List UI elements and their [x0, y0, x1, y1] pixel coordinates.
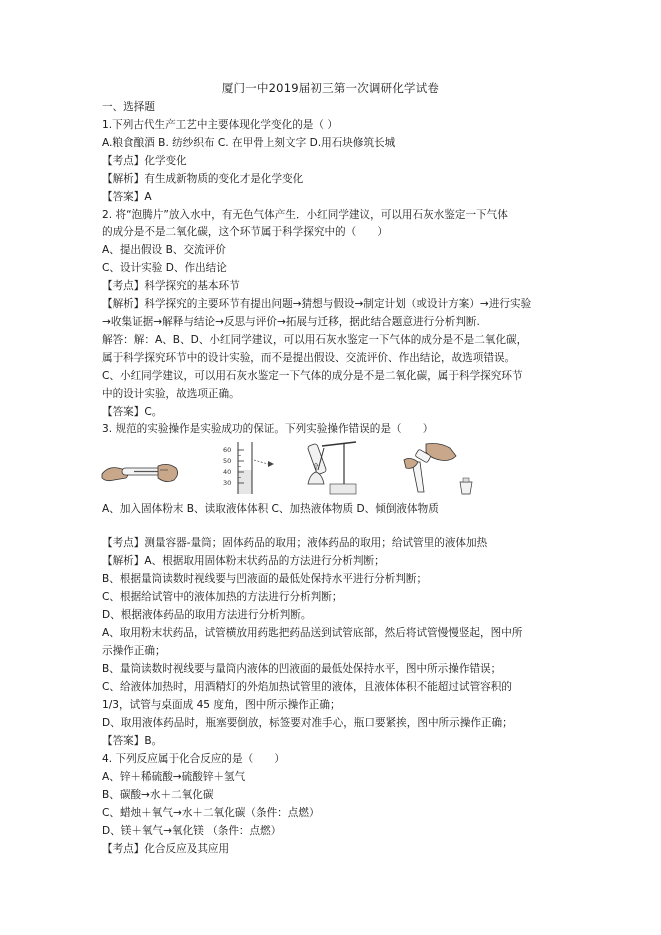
figure-d-pouring-icon: [396, 440, 476, 496]
question-3-analysis: 【解析】A、根据取用固体粉末状药品的方法进行分析判断；: [102, 555, 385, 567]
scale-tick-30: 30: [223, 479, 232, 487]
scale-tick-60: 60: [223, 446, 232, 454]
question-3-solution-b: B、量筒读数时视线要与量筒内液体的凹液面的最低处保持水平，图中所示操作错误；: [102, 663, 502, 675]
question-2-options-ab: A、提出假设 B、交流评价: [102, 244, 226, 256]
question-3: 3. 规范的实验操作是实验成功的保证。下列实验操作错误的是（ ）: [102, 423, 434, 435]
question-1-topic: 【考点】化学变化: [102, 155, 187, 167]
question-3-solution-d: D、取用液体药品时，瓶塞要倒放，标签要对准手心，瓶口要紧挨，图中所示操作正确；: [102, 717, 513, 729]
question-2-analysis: 【解析】科学探究的主要环节有提出问题→猜想与假设→制定计划（或设计方案）→进行实验: [102, 298, 532, 310]
question-1-analysis: 【解析】有生成新物质的变化才是化学变化: [102, 173, 304, 185]
question-3-analysis-c: C、根据给试管中的液体加热的方法进行分析判断；: [102, 591, 343, 603]
question-1: 1.下列古代生产工艺中主要体现化学变化的是（ ）: [102, 119, 338, 131]
question-2-topic: 【考点】科学探究的基本环节: [102, 280, 240, 292]
question-2-solution-c: C、小红同学建议，可以用石灰水鉴定一下气体的成分是不是二氧化碳，属于科学探究环节: [102, 370, 523, 382]
question-2-options-cd: C、设计实验 D、作出结论: [102, 262, 227, 274]
figure-c-heating-icon: [300, 440, 370, 498]
question-1-answer: 【答案】A: [102, 191, 152, 203]
question-4-option-a: A、锌＋稀硫酸→硫酸锌＋氢气: [102, 771, 246, 783]
question-1-options: A.粮食酿酒 B. 纺纱织布 C. 在甲骨上刻文字 D.用石块修筑长城: [102, 137, 396, 149]
page-title: 厦门一中2019届初三第一次调研化学试卷: [221, 81, 440, 95]
question-2-solution-c-cont: 中的设计实验，故选项正确。: [102, 388, 240, 400]
question-2-solution-cont: 属于科学探究环节中的设计实验，而不是提出假设、交流评价、作出结论，故选项错误。: [102, 352, 516, 364]
question-3-solution-c: C、给液体加热时，用酒精灯的外焰加热试管里的液体，且液体体积不能超过试管容积的: [102, 681, 512, 693]
figure-b-cylinder-icon: [218, 440, 278, 496]
question-4-option-d: D、镁＋氧气→氧化镁 （条件：点燃）: [102, 825, 282, 837]
question-3-solution-a-cont: 示操作正确；: [102, 645, 166, 657]
scale-tick-50: 50: [223, 457, 232, 465]
figure-labels: A、加入固体粉末 B、读取液体体积 C、加热液体物质 D、倾倒液体物质: [102, 503, 439, 515]
question-4: 4. 下列反应属于化合反应的是（ ）: [102, 753, 285, 765]
question-2-cont: 的成分是不是二氧化碳，这个环节属于科学探究中的（ ）: [102, 226, 389, 238]
question-3-solution-a: A、取用粉末状药品，试管横放用药匙把药品送到试管底部，然后将试管慢慢竖起，图中所: [102, 627, 523, 639]
question-3-solution-c-cont: 1/3，试管与桌面成 45 度角，图中所示操作正确；: [102, 699, 341, 711]
question-4-option-b: B、碳酸→水＋二氧化碳: [102, 789, 214, 801]
scale-tick-40: 40: [223, 468, 232, 476]
question-2-answer: 【答案】C。: [102, 406, 163, 418]
question-2-solution: 解答：解：A、B、D、小红同学建议，可以用石灰水鉴定一下气体的成分是不是二氧化碳，: [102, 334, 528, 346]
question-4-topic: 【考点】化合反应及其应用: [102, 843, 230, 855]
question-3-analysis-d: D、根据液体药品的取用方法进行分析判断。: [102, 609, 312, 621]
question-2: 2. 将“泡腾片”放入水中，有无色气体产生．小红同学建议，可以用石灰水鉴定一下气体: [102, 209, 508, 221]
question-3-topic: 【考点】测量容器-量筒；固体药品的取用；液体药品的取用；给试管里的液体加热: [102, 537, 488, 549]
question-2-analysis-cont: →收集证据→解释与结论→反思与评价→拓展与迁移，据此结合题意进行分析判断.: [102, 316, 480, 328]
question-4-option-c: C、蜡烛＋氧气→水＋二氧化碳（条件：点燃）: [102, 807, 320, 819]
question-3-analysis-b: B、根据量筒读数时视线要与凹液面的最低处保持水平进行分析判断；: [102, 573, 428, 585]
section-heading: 一、选择题: [102, 101, 155, 113]
experiment-figures: [100, 440, 560, 498]
figure-a-powder-icon: [100, 440, 182, 496]
question-3-answer: 【答案】B。: [102, 735, 163, 747]
